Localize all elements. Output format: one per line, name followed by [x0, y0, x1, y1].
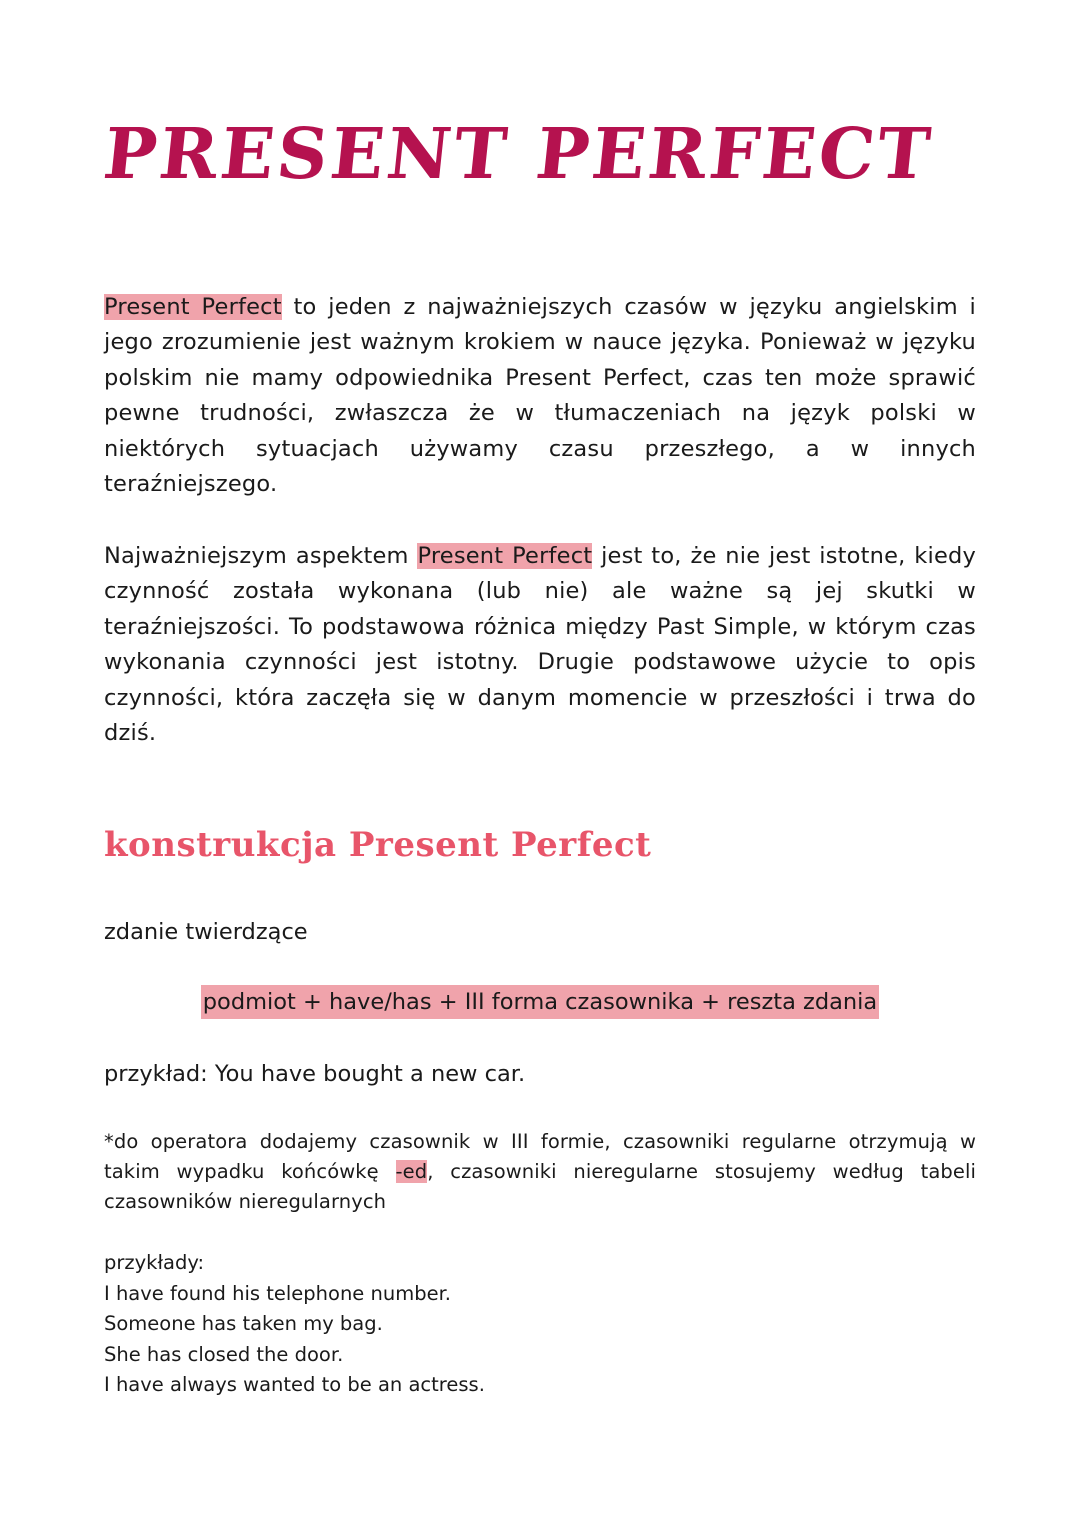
construction-note: [104, 1127, 976, 1217]
formula-container: [0, 985, 1080, 1019]
intro-paragraph-1: [104, 290, 976, 502]
construction-formula: podmiot + have/has + III forma czasownika + reszta zdania: [201, 985, 879, 1019]
list-item: I have always wanted to be an actress.: [104, 1373, 485, 1396]
note-text-end: , czasowniki nieregularne stosujemy według tabeli czasowników nieregularnych: [104, 1160, 977, 1213]
page-title: PRESENT PERFECT: [99, 112, 937, 195]
note-text-start: *do operatora dodajemy czasownik w III formie, czasowniki regularne otrzymują w takim wypadku końcówkę: [104, 1130, 976, 1183]
list-item: I have found his telephone number.: [104, 1281, 452, 1305]
intro-paragraph-2-start: Najważniejszym aspektem: [104, 543, 418, 569]
list-item: She has closed the door.: [104, 1342, 344, 1366]
highlight-present-perfect: Present Perfect: [104, 294, 282, 320]
intro-paragraph-1-text: to jeden z najważniejszych czasów w języku angielskim i jego zrozumienie jest ważnym krokiem w nauce języka. Ponieważ w języku polskim nie mamy odpowiednika Present Perfect, czas ten może sprawić pewne trudności, zwłaszcza że w tłumaczeniach na język polski w niektórych sytuacjach używamy czasu przeszłego, a w innych teraźniejszego.: [104, 294, 976, 498]
examples-label: przykłady:: [104, 1251, 205, 1274]
examples-list: [104, 1248, 976, 1401]
highlight-ed-suffix: -ed: [395, 1160, 428, 1183]
intro-paragraph-2-end: jest to, że nie jest istotne, kiedy czynność została wykonana (lub nie) ale ważne są jej skutki w teraźniejszości. To podstawowa różnica między Past Simple, w którym czas wykonania czynności jest istotny. Drugie podstawowe użycie to opis czynności, która zaczęła się w danym momencie w przeszłości i trwa do dziś.: [104, 543, 976, 747]
example-sentence: przykład: You have bought a new car.: [104, 1061, 526, 1087]
subheading-affirmative: zdanie twierdzące: [104, 919, 308, 945]
intro-paragraph-2: [104, 539, 976, 751]
highlight-present-perfect: Present Perfect: [417, 543, 593, 569]
list-item: Someone has taken my bag.: [104, 1312, 383, 1335]
section-heading-construction: konstrukcja Present Perfect: [104, 825, 652, 865]
